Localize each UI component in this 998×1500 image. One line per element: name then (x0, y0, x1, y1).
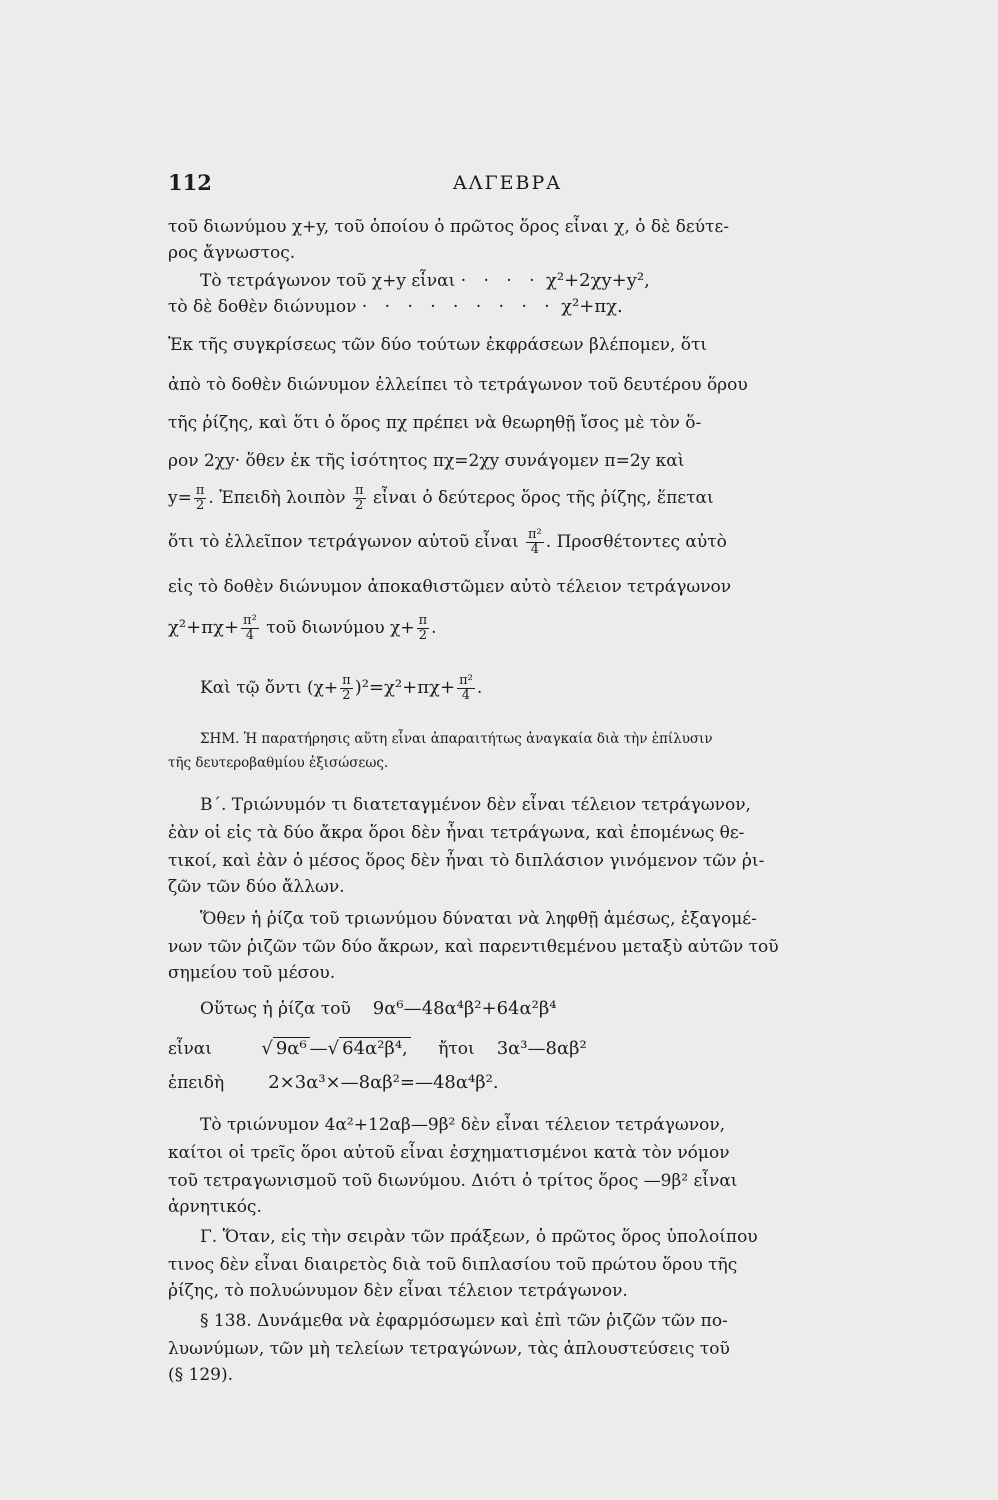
text-line: καίτοι οἱ τρεῖς ὅροι αὐτοῦ εἶναι ἐσχηματισμένοι κατὰ τὸν νόμον (168, 1143, 730, 1163)
text-line: (§ 129). (168, 1365, 234, 1385)
formula-line: Οὕτως ἡ ῥίζα τοῦ 9α⁶—48α⁴β²+64α²β⁴ (200, 998, 557, 1019)
formula-line: ἐπειδὴ 2×3α³×—8αβ²=—48α⁴β². (168, 1072, 499, 1093)
fraction-pi-sq-over-4: $\frac{\text{π²}}{4}$ (528, 527, 542, 557)
text-line-with-fractions: ὅτι τὸ ἐλλεῖπον τετράγωνον αὐτοῦ εἶναι $\frac{\text{π²}}{4}$ . Προσθέτοντες αὐτὸ (168, 527, 727, 557)
formula-line: χ²+πχ+ $\frac{\text{π²}}{4}$ τοῦ διωνύμου χ+ $\frac{\pi}{2}$ . (168, 613, 437, 643)
text-line: ῥίζης, τὸ πολυώνυμον δὲν εἶναι τέλειον τετράγωνον. (168, 1281, 628, 1301)
text-line: λυωνύμων, τῶν μὴ τελείων τετραγώνων, τὰς ἁπλουστεύσεις τοῦ (168, 1339, 730, 1359)
note-line: τῆς δευτεροβαθμίου ἐξισώσεως. (168, 755, 389, 771)
fraction-pi-over-2: $\frac{\pi}{2}$ (418, 613, 428, 643)
text-line: Γ. Ὅταν, εἰς τὴν σειρὰν τῶν πράξεων, ὁ πρῶτος ὅρος ὑπολοίπου (200, 1227, 758, 1247)
formula-line: εἶναι √ 9α⁶ —√ 64α²β⁴, ἤτοι 3α³—8αβ² (168, 1038, 587, 1059)
text-line: τικοί, καὶ ἐὰν ὁ μέσος ὅρος δὲν ἦναι τὸ διπλάσιον γινόμενον τῶν ῥι- (168, 851, 765, 871)
text-line: ἀρνητικός. (168, 1197, 262, 1217)
text-line: σημείου τοῦ μέσου. (168, 963, 336, 983)
text-line: Β΄. Τριώνυμόν τι διατεταγμένον δὲν εἶναι τέλειον τετράγωνον, (200, 795, 751, 815)
page-header (168, 170, 878, 200)
dot-leader: · · · · (460, 271, 541, 291)
text-line: Ὅθεν ἡ ῥίζα τοῦ τριωνύμου δύναται νὰ ληφθῇ ἀμέσως, ἐξαγομέ- (200, 909, 757, 929)
text-line: § 138. Δυνάμεθα νὰ ἐφαρμόσωμεν καὶ ἐπὶ τῶν ῥιζῶν τῶν πο- (200, 1311, 728, 1331)
text-line: τοῦ τετραγωνισμοῦ τοῦ διωνύμου. Διότι ὁ τρίτος ὅρος —9β² εἶναι (168, 1171, 738, 1191)
dot-leader: · · · · · · · · · (361, 297, 556, 317)
text-line: τῆς ῥίζης, καὶ ὅτι ὁ ὅρος πχ πρέπει νὰ θεωρηθῇ ἴσος μὲ τὸν ὅ- (168, 413, 702, 433)
text-line: τινος δὲν εἶναι διαιρετὸς διὰ τοῦ διπλασίου τοῦ πρώτου ὅρου τῆς (168, 1255, 738, 1275)
text-line: ρον 2χy· ὅθεν ἐκ τῆς ἰσότητος πχ=2χy συνάγομεν π=2y καὶ (168, 451, 685, 471)
text-line: τοῦ διωνύμου χ+y, τοῦ ὁποίου ὁ πρῶτος ὅρος εἶναι χ, ὁ δὲ δεύτε- (168, 217, 730, 237)
fraction-pi-over-2: $\frac{\pi}{2}$ (342, 673, 351, 703)
fraction-pi-sq-over-4: $\frac{\text{π²}}{4}$ (459, 673, 473, 703)
text-line: Τὸ τριώνυμον 4α²+12αβ—9β² δὲν εἶναι τέλειον τετράγωνον, (200, 1115, 726, 1135)
text-line: ρος ἄγνωστος. (168, 243, 296, 263)
text-line: ἀπὸ τὸ δοθὲν διώνυμον ἐλλείπει τὸ τετράγωνον τοῦ δευτέρου ὅρου (168, 375, 748, 395)
formula-line: τὸ δὲ δοθὲν διώνυμον · · · · · · · · · χ²+πχ. (168, 296, 623, 317)
page-number: 112 (168, 170, 212, 195)
running-head: ΑΛΓΕΒΡΑ (453, 172, 562, 194)
fraction-pi-sq-over-4: $\frac{\text{π²}}{4}$ (243, 613, 257, 643)
fraction-pi-over-2: $\frac{\pi}{2}$ (195, 483, 205, 513)
text-line: εἰς τὸ δοθὲν διώνυμον ἀποκαθιστῶμεν αὐτὸ τέλειον τετράγωνον (168, 577, 732, 597)
formula-line: Τὸ τετράγωνον τοῦ χ+y εἶναι · · · · χ²+2χy+y², (200, 270, 650, 291)
text-line-with-fractions: y= $\frac{\pi}{2}$ . Ἐπειδὴ λοιπὸν $\frac{\pi}{2}$ εἶναι ὁ δεύτερος ὅρος τῆς ῥίζης, ἕπεται (168, 483, 714, 513)
formula-line: Καὶ τῷ ὄντι (χ+ $\frac{\pi}{2}$ )²=χ²+πχ+ $\frac{\text{π²}}{4}$ . (200, 673, 483, 703)
text-line: Ἐκ τῆς συγκρίσεως τῶν δύο τούτων ἐκφράσεων βλέπομεν, ὅτι (168, 335, 708, 355)
note-line: ΣΗΜ. Ἡ παρατήρησις αὕτη εἶναι ἀπαραιτήτως ἀναγκαία διὰ τὴν ἐπίλυσιν (200, 731, 713, 747)
text-line: ζῶν τῶν δύο ἄλλων. (168, 877, 345, 897)
text-line: ἐὰν οἱ εἰς τὰ δύο ἄκρα ὅροι δὲν ἦναι τετράγωνα, καὶ ἑπομένως θε- (168, 823, 745, 843)
text-line: νων τῶν ῥιζῶν τῶν δύο ἄκρων, καὶ παρεντιθεμένου μεταξὺ αὐτῶν τοῦ (168, 937, 779, 957)
fraction-pi-over-2: $\frac{\pi}{2}$ (355, 483, 364, 513)
